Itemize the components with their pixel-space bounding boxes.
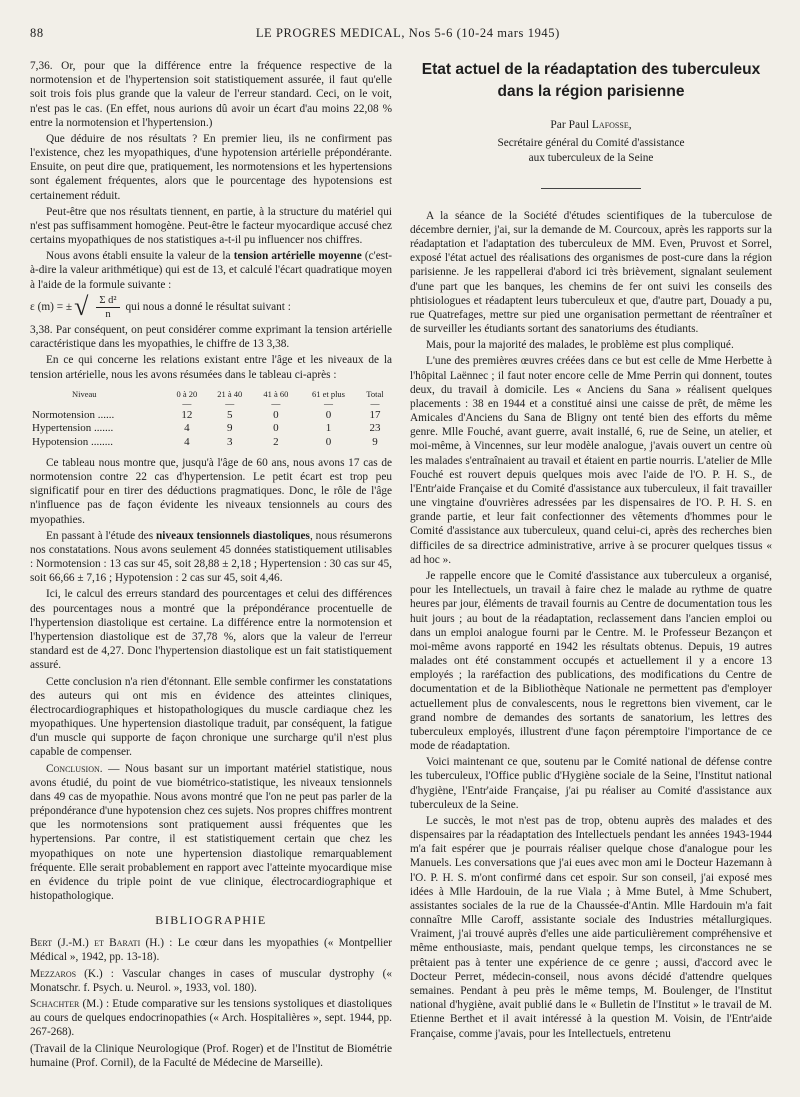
paragraph: 7,36. Or, pour que la différence entre la fréquence respective de la normotension et de l'hypertension soit statistiquement assurée, il faut qu'elle soit trois fois plus grande que la valeur de l'erreur standard. Ceci, on le voit, n'est pas le cas. (En effet, nous aurions dû avoir un écart d'au moins 22,08 % entre la normotension et l'hypertension.) xyxy=(30,60,392,129)
paragraph xyxy=(30,762,392,904)
text-run: (c'est-à-dire la valeur arithmétique) qui est de 13, et calculé l'écart quadratique moyen à l'aide de la formule suivante : xyxy=(30,250,393,291)
author-name: Lafosse, xyxy=(591,118,632,131)
text-run: — Nous basant sur un important matériel statistique, nous avons étudié, du point de vue biométrico-statistique, les niveaux tensionnels dans 49 cas de myopathie. Nous avons montré que l'on ne peut pas parler de la prépondérance d'une hypotension chez ces sujets. Nos propres chiffres montrent que les normotensions sont pratiquement aussi fréquentes que les hypertensions. Par contre, il est statistiquement certain que chez les myopathiques on note une hypertension diastolique remarquablement fréquente. Elle serait probablement en rapport avec l'atteinte myocardique mise en évidence du triple point de vue clinique, électrocardiographique et histopathologique. xyxy=(30,762,392,903)
row-label: Normotension ...... xyxy=(32,408,115,421)
table-cell: 17 xyxy=(369,408,381,421)
paragraph: Cette conclusion n'a rien d'étonnant. Elle semble confirmer les constatations des auteurs qui ont mis en évidence des atteintes cliniques, électrocardiographiques et histopathologiques du muscle cardiaque chez les myopathiques. Une hypertension diastolique traduit, par conséquent, la fatigue d'un muscle qui supporte de façon chronique une surcharge qu'il n'est plus capable de compenser. xyxy=(30,675,392,759)
table-cell: 0 xyxy=(325,408,332,421)
journal-title: LE PROGRES MEDICAL, Nos 5-6 (10-24 mars 1945) xyxy=(255,26,560,40)
text-run: En passant à l'étude des xyxy=(46,529,156,542)
table-row xyxy=(30,409,392,423)
table-header-row xyxy=(30,388,392,401)
byline xyxy=(410,118,772,132)
paragraph: 3,38. Par conséquent, on peut considérer comme exprimant la tension artérielle caractéristique dans les myopathies, le chiffre de 13 3,38. xyxy=(30,324,392,351)
text-run: , nous résumerons nos constatations. Nous avons seulement 45 données statistiquement utilisables : Normotension : 13 cas sur 45, soit 28,88 ± 2,18 ; Hypertension : 30 cas sur 45, soit 66,66 ± 7,16 ; Hypotension : 2 cas sur 45, soit 4,46. xyxy=(30,529,392,585)
dash-cell: — xyxy=(182,399,192,410)
age-tension-table xyxy=(30,388,392,450)
table-cell: 1 xyxy=(325,422,332,435)
paragraph: Mais, pour la majorité des malades, le problème est plus compliqué. xyxy=(426,339,734,352)
bib-author: Bert (J.-M.) et Barati (H.) xyxy=(30,937,165,950)
paragraph: En ce qui concerne les relations existant entre l'âge et les niveaux de la tension artérielle, nous les avons résumées dans le tableau ci-après : xyxy=(30,354,392,381)
formula-lhs: ε (m) = ± xyxy=(30,301,73,314)
paragraph: Ici, le calcul des erreurs standard des pourcentages et celui des différences des pourcentages nous a montré que la prépondérance procentuelle de l'hypertension diastolique est certaine. La différence entre la normotension et l'hypertension diastolique est de 37,78 %, alors que la valeur de l'erreur standard est de 4,27. Donc l'hypertension diastolique est un fait statistiquement assuré. xyxy=(30,588,392,672)
table-cell: 3 xyxy=(226,436,233,449)
dash-cell: — xyxy=(225,399,235,410)
article-title xyxy=(410,59,772,104)
bibliography xyxy=(30,936,392,1070)
author-role-line: aux tuberculeux de la Seine xyxy=(528,152,654,165)
table-row xyxy=(30,436,392,450)
paragraph: Peut-être que nos résultats tiennent, en partie, à la structure du matériel qui n'est pas suffisamment homogène. Peut-être le facteur myocardique accusé chez certains myopathiques de nos statistiques a-t-il pu influencer nos chiffres. xyxy=(30,205,392,247)
bib-entry xyxy=(30,936,392,964)
column-header: 61 et plus xyxy=(311,388,345,399)
byline-prefix: Par Paul xyxy=(550,118,592,131)
bold-term: niveaux tensionnels diastoliques xyxy=(156,529,310,542)
formula-numerator: Σ d² xyxy=(96,294,119,308)
dash-cell xyxy=(30,400,167,408)
column-header: Niveau xyxy=(72,388,97,399)
bib-text: : Vascular changes in cases of muscular dystrophy (« Monatschr. f. Psych. u. Neurol. », 1933, vol. 180). xyxy=(30,967,392,994)
table-cell: 2 xyxy=(273,436,279,449)
paragraph: L'une des premières œuvres créées dans ce but est celle de Mme Herbette à l'hôpital Laënnec ; il faut noter encore celle de Mme Perrin qui donnent, toutes deux, du travail à domicile. Les « Anciens du Sana » réalisent quelques placements : 38 en 1944 et a constitué ainsi une caisse de prêt, de même les Amicales d'Anciens du Sana de Bligny ont tenté bien des efforts du même genre. Mlle Fouché, avant guerre, avait installé, 6, rue de Seine, un atelier, et moi-même, à Vincennes, sur leur modèle analogue, j'avais ouvert un centre où les malades s'entraînaient au travail et étaient en partie nourris. L'atelier de Mlle Fouché est rouvert depuis quelques mois avec l'aide de l'O. P. H. S., de l'Entr'aide Française et du Comité d'assistance aux tuberculeux, il fait travailler une vingtaine d'ouvrières adressées par les dispensaires de l'O. P. H. S. en grande partie, et leur fait confectionner des vêtements d'hommes pour le Comité d'assistance aux tuberculeux, quand celui-ci, après des recherches bien difficiles de sa directrice administrative, arrive à se procurer quelques tissus « ad hoc ». xyxy=(410,355,772,566)
text-run: Nous avons établi ensuite la valeur de la xyxy=(46,250,234,263)
article-title-line: dans la région parisienne xyxy=(497,83,685,101)
bib-author: Mezzaros (K.) xyxy=(30,967,103,980)
paragraph xyxy=(30,529,392,586)
formula-fraction xyxy=(96,294,119,321)
dash-cell: — xyxy=(370,399,380,410)
square-root-icon: √ xyxy=(74,292,89,322)
formula xyxy=(30,294,392,321)
table-cell: 4 xyxy=(184,436,190,449)
column-header: Total xyxy=(366,388,384,399)
paragraph: Le succès, le mot n'est pas de trop, obtenu auprès des malades et des dispensaires par la réadaptation des Intellectuels pendant les années 1943-1944 m'a fait espérer que je pourrais réaliser quelque chose d'analogue pour les Manuels. Les conversations que j'ai eues avec mon ami le Docteur Hazemann à l'O. P. H. S. m'ont confirmé dans cet espoir. Sur son conseil, j'ai exposé mes idées à Mlle Hardouin, de la rue Viala ; à Mme Butel, à Mme Schubert, assistantes sociales de la rue de la Chaussée-d'Antin. Mlle Hardouin m'a fait connaître Mlle Caroff, assistante sociale des Industries métallurgiques. Vraiment, j'ai trouvé auprès d'elles une aide particulièrement compréhensive et même enthousiaste, mais, pendant quelque temps, les circonstances ne se prêtaient pas à tenter une expérience de ce genre ; aussi, d'accord avec le Docteur Perret, médecin-conseil, nous avons décidé d'attendre quelques semaines. Pendant à peu près le même temps, M. Boulenger, de l'Institut national d'hygiène, avait publié dans le « Bulletin de l'Institut » le travail de M. Etienne Berthet et il avait intéressé à la question M. Voisin, de l'Entr'aide Française, comme j'avais, pour les Intellectuels, entretenu xyxy=(410,814,772,1040)
author-role xyxy=(410,136,772,165)
formula-rhs: qui nous a donné le résultat suivant : xyxy=(125,301,291,314)
conclusion-label: Conclusion. xyxy=(46,762,103,775)
author-role-line: Secrétaire général du Comité d'assistance xyxy=(497,137,685,150)
dash-cell: — xyxy=(323,399,333,410)
dash-cell: — xyxy=(271,399,281,410)
table-cell: 0 xyxy=(273,422,279,435)
paragraph: Que déduire de nos résultats ? En premier lieu, ils ne confirment pas l'existence, chez les myopathiques, d'une hypotension artérielle prépondérante. Ensuite, on peut dire que, pratiquement, les normotensions et les hypertensions sont également fréquentes, alors que le pourcentage des hypotensions est certainement réduit. xyxy=(30,132,392,202)
bib-author: Schachter (M.) xyxy=(30,997,103,1010)
running-header xyxy=(30,26,772,41)
column-header: 21 à 40 xyxy=(217,388,243,399)
table-cell: 9 xyxy=(372,436,378,449)
column-header: 0 à 20 xyxy=(176,388,198,399)
table-cell: 9 xyxy=(226,422,233,435)
bib-entry xyxy=(30,967,392,995)
paragraph: A la séance de la Société d'études scientifiques de la tuberculose de décembre dernier, j'ai, sur la demande de M. Courcoux, après les rapports sur la réadaptation et l'adaptation des tuberculeux de MM. Even, Pruvost et Sorrel, exposé l'état actuel des réalisations des organismes de post-cure dans la région parisienne. Je les rappellerai d'abord ici très brièvement, signalant seulement d'une part que les banques, les chemins de fer ont suivi les conseils des phtisiologues et réadaptent leurs tuberculeux et que, d'autre part, Douady a pu, rue Quatrefages, mettre sur pied une organisation permettant de réentraîner et de surveiller les étudiants sortant des sanatoriums des étudiants. xyxy=(410,209,772,336)
bold-term: tension artérielle moyenne xyxy=(233,250,362,263)
formula-denominator: n xyxy=(105,308,111,320)
divider xyxy=(541,188,641,189)
column-header: 41 à 60 xyxy=(263,388,289,399)
table-cell: 23 xyxy=(369,422,381,435)
paragraph: Ce tableau nous montre que, jusqu'à l'âge de 60 ans, nous avons 17 cas de normotension contre 22 cas d'hypertension. Le petit écart est trop peu significatif pour en tirer des déductions pragmatiques. Donc, le rôle de l'âge n'influence pas de façon évidente les niveaux tensionnels au cours des myopathies. xyxy=(30,456,392,526)
bib-entry xyxy=(30,997,392,1040)
table-cell: 5 xyxy=(226,408,233,421)
article-title-line: Etat actuel de la réadaptation des tuberculeux xyxy=(421,61,761,78)
row-label: Hypertension ....... xyxy=(32,422,114,435)
left-column xyxy=(30,59,392,1072)
bib-text: : Le cœur dans les myopathies (« Montpellier Médical », 1942, pp. 13-18). xyxy=(30,937,392,964)
bib-note: (Travail de la Clinique Neurologique (Prof. Roger) et de l'Institut de Biométrie humaine (Prof. Cornil), de la Faculté de Médecine de Marseille). xyxy=(30,1042,392,1069)
paragraph: Voici maintenant ce que, soutenu par le Comité national de défense contre les tuberculeux, l'Office public d'Hygiène sociale de la Seine, l'Institut national d'hygiène, l'Entr'aide Française, j'ai pu réaliser au Comité d'assistance aux tuberculeux de la Seine. xyxy=(410,756,772,811)
table-dash-row xyxy=(30,400,392,408)
bib-text: : Etude comparative sur les tensions systoliques et diastoliques au cours de quelques endocrinopathies (« Arch. Hospitalières », sept. 1944, pp. 267-268). xyxy=(30,997,392,1039)
table-cell: 0 xyxy=(325,436,332,449)
table-cell: 0 xyxy=(273,408,279,421)
table-cell: 4 xyxy=(184,422,190,435)
row-label: Hypotension ........ xyxy=(32,436,113,449)
paragraph: Je rappelle encore que le Comité d'assistance aux tuberculeux a organisé, pour les Intellectuels, un travail à faire chez le malade au rythme de quatre heures par jour, éléments de travail fournis au Centre de documentation tous les huit jours ; au bout de la réadaptation, reclassement dans l'ancien emploi ou dans un emploi analogue fourni par le Centre. M. le Professeur Bezançon et moi-même avons rapporté en 1942 les résultats obtenus. Depuis, 19 autres malades ont été constamment occupés et actuellement il y a encore 13 employés ; la raréfaction des publications, des modifications du Centre de documentation et de la Bibliothèque Nationale ne permettent pas d'employer actuellement plus de convalescents, nous le regrettons bien vivement, car le grand nombre de demandes des sortants de sanatorium, les lettres des tuberculeux employés, illustrent d'une façon péremptoire l'importance de ce mode de réadaptation. xyxy=(410,570,772,753)
paragraph xyxy=(30,249,392,292)
bibliography-title: BIBLIOGRAPHIE xyxy=(155,913,267,928)
table-cell: 12 xyxy=(181,408,193,421)
page-number: 88 xyxy=(30,26,44,40)
right-column xyxy=(410,59,772,1072)
table-row xyxy=(30,422,392,436)
